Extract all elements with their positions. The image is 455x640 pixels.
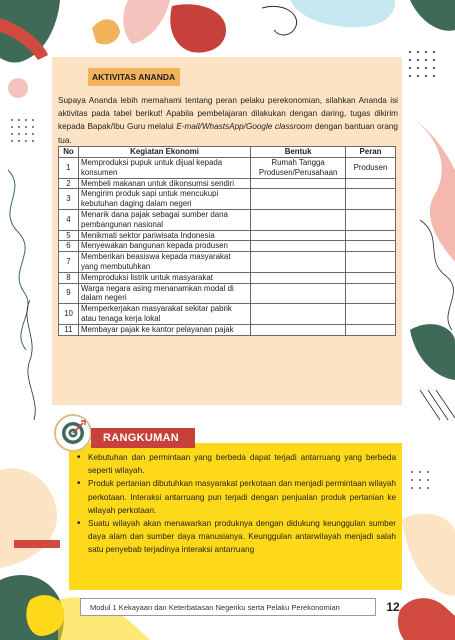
table-row bbox=[59, 324, 396, 335]
row-no: 11 bbox=[59, 324, 79, 335]
row-bentuk bbox=[251, 324, 346, 335]
row-kegiatan: Menikmati sektor pariwisata Indonesia bbox=[78, 230, 250, 241]
peach-blob-bottom-left bbox=[0, 468, 57, 568]
row-kegiatan: Membeli makanan untuk dikonsumsi sendiri bbox=[78, 178, 250, 189]
dot-grid-top-right bbox=[409, 51, 435, 77]
intro-text: Supaya Ananda lebih memahami tentang peran pelaku perekonomian, silahkan Ananda isi aktivitas pada tabel berikut! Apabila pembelajaran dilakukan dengan daring, tugas dikirim kepada Bapak/Ibu Guru melalui bbox=[58, 96, 398, 132]
summary-badge bbox=[54, 414, 92, 452]
page-number: 12 bbox=[386, 600, 400, 614]
row-no: 3 bbox=[59, 189, 79, 210]
table-row bbox=[59, 178, 396, 189]
target-icon bbox=[59, 419, 87, 447]
activity-heading: AKTIVITAS ANANDA bbox=[88, 68, 180, 86]
table-row bbox=[59, 304, 396, 325]
summary-item: • Suatu wilayah akan menawarkan produknya dengan didukung keunggulan sumber daya alam dan sumber daya manusianya. Keunggulan antarwilayah menjadi salah satu penyebab terjadinya interaksi antarruang bbox=[74, 517, 396, 557]
row-kegiatan: Memperkerjakan masyarakat sekitar pabrik atau tenaga kerja lokal bbox=[78, 304, 250, 325]
row-peran bbox=[346, 230, 396, 241]
activity-table bbox=[58, 146, 396, 336]
row-no: 10 bbox=[59, 304, 79, 325]
row-peran bbox=[346, 272, 396, 283]
row-bentuk bbox=[251, 230, 346, 241]
row-bentuk bbox=[251, 252, 346, 273]
table-row bbox=[59, 230, 396, 241]
row-peran bbox=[346, 209, 396, 230]
summary-item: • Kebutuhan dan permintaan yang berbeda dapat terjadi antarruang yang berbeda seperti wilayah. bbox=[74, 451, 396, 477]
peach-blob-bottom-right bbox=[402, 514, 455, 596]
row-kegiatan: Mengirim produk sapi untuk mencukupi kebutuhan daging dalam negeri bbox=[78, 189, 250, 210]
wavy-line-left-2 bbox=[27, 300, 35, 420]
row-bentuk: Rumah Tangga Produsen/Perusahaan bbox=[251, 158, 346, 179]
row-peran bbox=[346, 283, 396, 304]
table-row bbox=[59, 252, 396, 273]
table-row bbox=[59, 241, 396, 252]
row-kegiatan: Memproduksi pupuk untuk dijual kepada konsumen bbox=[78, 158, 250, 179]
activity-intro bbox=[58, 94, 398, 147]
table-row bbox=[59, 189, 396, 210]
table-row bbox=[59, 272, 396, 283]
row-bentuk bbox=[251, 272, 346, 283]
row-peran bbox=[346, 189, 396, 210]
intro-end: dengan bantuan orang tua. bbox=[58, 122, 398, 145]
row-no: 8 bbox=[59, 272, 79, 283]
summary-item: • Produk pertanian dibutuhkan masyarakat perkotaan dan menjadi permintaan wilayah perkotaan. Interaksi antarruang pun terjadi dengan penjualan produk pertanian ke wilayah perkotaan. bbox=[74, 477, 396, 517]
row-peran bbox=[346, 241, 396, 252]
dot-grid-bottom-right bbox=[411, 471, 429, 489]
red-petal-top bbox=[170, 4, 226, 52]
row-kegiatan: Menyewakan bangunan kepada produsen bbox=[78, 241, 250, 252]
footer-bar: Modul 1 Kekayaan dan Keterbatasan Negeriku serta Pelaku Perekonomian bbox=[80, 598, 376, 616]
stripes-right bbox=[420, 390, 455, 420]
row-kegiatan: Menarik dana pajak sebagai sumber dana pembangunan nasional bbox=[78, 209, 250, 230]
table-header-row bbox=[59, 147, 396, 158]
row-peran: Produsen bbox=[346, 158, 396, 179]
red-wave-right bbox=[415, 120, 455, 262]
header-bentuk: Bentuk bbox=[251, 147, 346, 158]
row-bentuk bbox=[251, 283, 346, 304]
header-no: No bbox=[59, 147, 79, 158]
header-kegiatan: Kegiatan Ekonomi bbox=[78, 147, 250, 158]
row-peran bbox=[346, 252, 396, 273]
row-kegiatan: Memproduksi listrik untuk masyarakat bbox=[78, 272, 250, 283]
row-no: 1 bbox=[59, 158, 79, 179]
green-leaf-top-right bbox=[410, 0, 455, 31]
dot-grid-left bbox=[11, 119, 34, 142]
row-peran bbox=[346, 304, 396, 325]
row-peran bbox=[346, 178, 396, 189]
pink-circle-left bbox=[8, 78, 28, 98]
row-bentuk bbox=[251, 241, 346, 252]
row-no: 6 bbox=[59, 241, 79, 252]
summary-list bbox=[74, 451, 396, 557]
summary-title: RANGKUMAN bbox=[91, 428, 195, 448]
green-leaf-right bbox=[410, 324, 455, 380]
row-no: 4 bbox=[59, 209, 79, 230]
row-bentuk bbox=[251, 209, 346, 230]
row-bentuk bbox=[251, 189, 346, 210]
table-row bbox=[59, 158, 396, 179]
header-peran: Peran bbox=[346, 147, 396, 158]
table-row bbox=[59, 283, 396, 304]
row-no: 5 bbox=[59, 230, 79, 241]
row-bentuk bbox=[251, 178, 346, 189]
yellow-leaf-top bbox=[92, 19, 120, 44]
blue-blob-top-right bbox=[290, 0, 395, 27]
row-peran bbox=[346, 324, 396, 335]
row-kegiatan: Membayar pajak ke kantor pelayanan pajak bbox=[78, 324, 250, 335]
row-kegiatan: Warga negara asing menanamkan modal di dalam negeri bbox=[78, 283, 250, 304]
row-bentuk bbox=[251, 304, 346, 325]
pink-petal-top bbox=[123, 0, 170, 44]
red-stripe-bottom-left bbox=[14, 540, 60, 548]
row-kegiatan: Memberikan beasiswa kepada masyarakat yang membutuhkan bbox=[78, 252, 250, 273]
table-row bbox=[59, 209, 396, 230]
row-no: 7 bbox=[59, 252, 79, 273]
intro-channels: E-mail/WhastsApp/Google classroom bbox=[176, 122, 313, 132]
curl-line-top-right bbox=[262, 6, 297, 35]
wavy-line-left bbox=[8, 170, 28, 350]
row-no: 9 bbox=[59, 283, 79, 304]
row-no: 2 bbox=[59, 178, 79, 189]
